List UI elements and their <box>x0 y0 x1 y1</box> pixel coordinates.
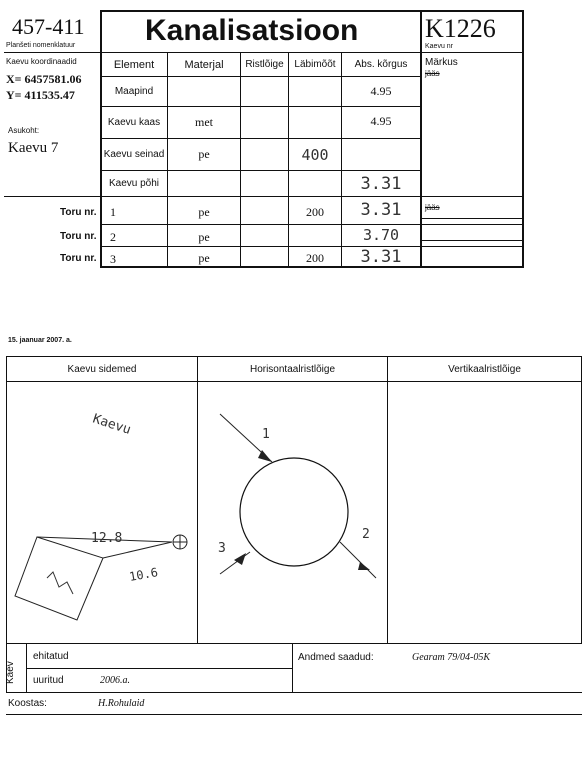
arrow-icon <box>234 553 246 565</box>
row-material-value: met <box>195 115 213 129</box>
col-header-material: Materjal <box>184 58 224 71</box>
row-element-label: Maapind <box>114 86 154 97</box>
building-outline <box>15 537 103 620</box>
location-value: Kaevu 7 <box>8 140 59 156</box>
pipe-material: pe <box>198 250 210 265</box>
measured-value: 2006.a. <box>100 675 130 686</box>
pipe-number-label: 3 <box>218 541 226 556</box>
frame-line <box>4 196 524 197</box>
col-header-diameter: Läbimõõt <box>294 59 336 70</box>
col-header-abs-height: Abs. kõrgus <box>354 59 408 70</box>
panel-border <box>6 643 582 644</box>
pipe-number-label: 1 <box>262 427 270 442</box>
horizontal-section-sketch <box>198 382 387 642</box>
location-label: Asukoht: <box>8 126 40 135</box>
footer-side-label: Kaev <box>5 661 16 684</box>
measured-label: uuritud <box>33 675 64 686</box>
remarks-label: Märkus <box>425 57 458 68</box>
frame-line <box>100 10 524 12</box>
col-header-element: Element <box>113 58 155 71</box>
remarks-struck-note: jääs <box>425 69 440 78</box>
grid-line <box>240 52 241 268</box>
grid-line <box>100 224 524 225</box>
data-source-label: Andmed saadud: <box>298 652 374 663</box>
well-circle <box>240 458 348 566</box>
panel-title-horizontal-section: Horisontaalristlõige <box>249 363 336 375</box>
footer-border <box>292 643 293 693</box>
well-connections-sketch <box>7 382 197 642</box>
row-height-value: 3.31 <box>360 173 402 194</box>
pipe-label: Toru nr. <box>60 231 97 242</box>
pipe-line <box>340 542 376 578</box>
author-label: Koostas: <box>8 698 47 709</box>
grid-line <box>420 240 524 241</box>
pipe-diameter: 200 <box>306 204 324 219</box>
row-material-value: pe <box>198 147 210 161</box>
nomenclature-label: Planšeti nomenklatuur <box>6 42 76 49</box>
building-hatch <box>47 572 73 594</box>
well-number: K1226 <box>425 14 496 43</box>
document-date: 15. jaanuar 2007. a. <box>8 337 72 344</box>
built-label: ehitatud <box>33 651 69 662</box>
author-value: H.Rohulaid <box>98 698 145 709</box>
dimension-label: 10.6 <box>128 565 159 584</box>
frame-line <box>420 10 422 268</box>
page-title: Kanalisatsioon <box>145 14 359 47</box>
row-element-label: Kaevu seinad <box>103 149 165 160</box>
panel-title-connections: Kaevu sidemed <box>67 363 137 375</box>
dimension-label: 12.8 <box>91 531 123 546</box>
pipe-height: 3.70 <box>362 226 400 244</box>
footer-border <box>6 714 582 715</box>
pipe-diameter: 200 <box>306 250 324 265</box>
row-diameter-value: 400 <box>301 145 329 164</box>
pipe-height: 3.31 <box>360 247 402 267</box>
pipe-height: 3.31 <box>360 200 402 220</box>
frame-line <box>522 10 524 268</box>
pipe-number: 2 <box>110 230 116 244</box>
well-number-label: Kaevu nr <box>425 43 454 50</box>
frame-line <box>4 52 100 53</box>
panel-border <box>581 356 582 644</box>
pipe-number: 1 <box>110 205 116 219</box>
data-source-value: Gearam 79/04-05K <box>412 652 491 663</box>
pipe-label: Toru nr. <box>60 207 97 218</box>
grid-line <box>100 246 524 247</box>
footer-border <box>26 668 292 669</box>
grid-line <box>420 218 524 219</box>
pipe-label: Toru nr. <box>60 253 97 264</box>
pipe-material: pe <box>198 229 210 244</box>
pipe-remark: jääs <box>425 203 440 212</box>
footer-border <box>6 692 582 693</box>
pipe-number: 3 <box>110 252 116 266</box>
row-element-label: Kaevu kaas <box>107 117 161 128</box>
panel-border <box>387 356 388 644</box>
pipe-number-label: 2 <box>362 527 370 542</box>
arrow-icon <box>358 562 370 570</box>
y-coordinate: Y= 411535.47 <box>6 88 75 102</box>
x-coordinate: X= 6457581.06 <box>6 72 82 86</box>
row-height-value: 4.95 <box>370 113 392 128</box>
nomenclature-number: 457-411 <box>12 14 85 39</box>
row-height-value: 4.95 <box>370 84 392 98</box>
sketch-word: Kaevu <box>90 411 133 438</box>
coord-label: Kaevu koordinaadid <box>6 57 77 66</box>
row-element-label: Kaevu põhi <box>108 178 160 189</box>
panel-title-vertical-section: Vertikaalristlõige <box>448 363 521 375</box>
col-header-cross-section: Ristlõige <box>245 59 284 70</box>
pipe-material: pe <box>198 204 210 219</box>
arrow-icon <box>258 450 272 462</box>
